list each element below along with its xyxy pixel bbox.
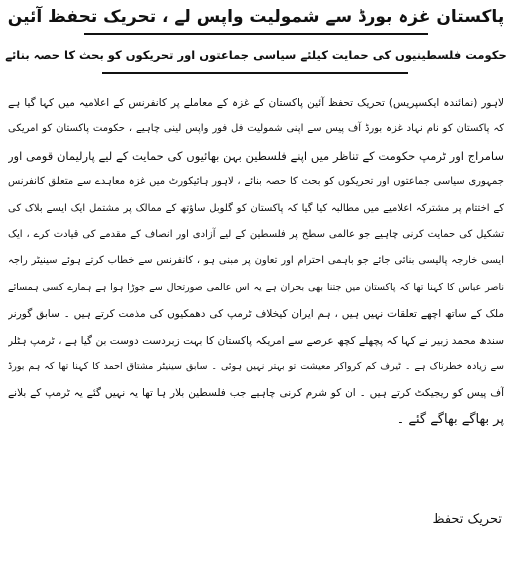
headline-line-2: حکومت فلسطینیوں کی حمایت کیلئے سیاسی جماعتوں اور تحریکوں کو بحث کا حصہ بنائے [5, 48, 507, 62]
article-line: ایسی خارجہ پالیسی بنائی جائے جو باہمی احترام اور تعاون پر مبنی ہو ، کانفرنس سے خطاب کرتے ہوئے سینیٹر راجہ [8, 255, 504, 267]
article-line: سامراج اور ٹرمپ حکومت کے تناظر میں اپنے فلسطین بہن بھائیوں کی حمایت کے لیے پارلیمان قومی اور [8, 148, 504, 163]
article-line: سے زیادہ خطرناک ہے ۔ ٹیرف کم کرواکر معیشت تو بہتر نہیں ہوئی ۔ سابق سینیٹر مشتاق احمد کا کہنا تھا کہ ہم بورڈ [8, 361, 504, 373]
article-body [8, 90, 504, 433]
article-line: ملک کے ساتھ اچھے تعلقات نہیں ہیں ، ہم ایران کیخلاف ٹرمپ کی دھمکیوں کی مذمت کرتے ہیں ۔ سابق گورنر [8, 308, 504, 321]
headline-line-1: پاکستان غزہ بورڈ سے شمولیت واپس لے ، تحریک تحفظ آئین [7, 7, 505, 27]
headline-underline-2 [102, 72, 408, 74]
article-line: جمہوری سیاسی جماعتوں اور تحریکوں کو بحث کا حصہ بنائے ، لاہور ہائیکورٹ میں غزہ معاہدے سے متعلق کانفرنس [8, 176, 504, 188]
article-line: ناصر عباس کا کہنا تھا کہ پاکستان میں جتنا بھی بحران ہے یہ اس عالمی صورتحال سے جوڑا ہوا ہے ہمارے کسی ہمسائے [8, 281, 504, 293]
headline-underline-1 [84, 33, 428, 35]
article-line: لاہور (نمائندہ ایکسپریس) تحریک تحفظ آئین پاکستان کے غزہ کے معاملے پر کانفرنس کے اعلامیہ میں کہا گیا ہے [8, 97, 504, 109]
article-line: کہ پاکستان کو نام نہاد غزہ بورڈ آف پیس سے اپنی شمولیت فل فور واپس لینی چاہیے ، حکومت پاکستان کو امریکی [8, 123, 504, 135]
article-line: آف پیس کو ریجیکٹ کرتے ہیں ۔ ان کو شرم کرنی چاہیے جب فلسطین بلار ہا تھا یہ نہیں گئے یہ ٹرمپ کے بلانے [8, 387, 504, 400]
article-line: تشکیل کی حمایت کرنی چاہیے جو عالمی سطح پر فلسطین کے لیے آزادی اور انصاف کے مقدمے کی قیادت کرے ، ایک [8, 229, 504, 241]
signature-line: تحریک تحفظ [432, 512, 502, 527]
article-line: کے اختتام پر مشترکہ اعلامیے میں مطالبہ کیا گیا کہ پاکستان کو گلوبل ساؤتھ کے ممالک پر مشتمل ایک ایسے بلاک کی [8, 202, 504, 214]
article-line: پر بھاگے بھاگے گئے ۔ [396, 411, 504, 427]
article-line: سندھ محمد زبیر نے کہا کہ پچھلے کچھ عرصے سے امریکہ پاکستان کا بہت زبردست دوست بن گیا ہے ، ٹرمپ ہٹلر [8, 334, 504, 347]
